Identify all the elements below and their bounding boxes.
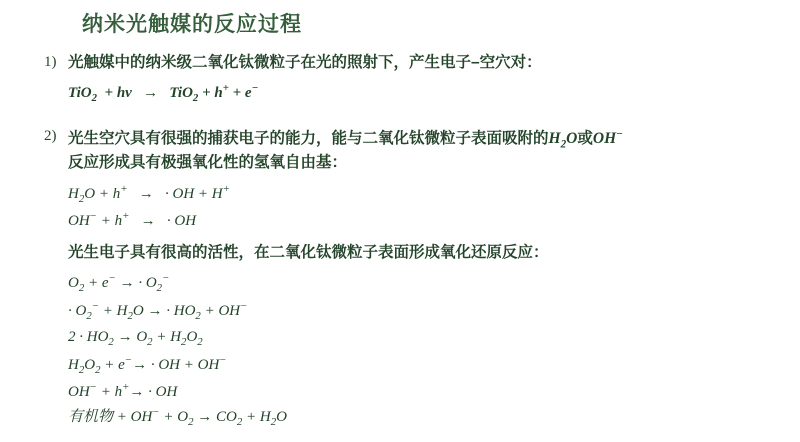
equation: $H_2O_2 + e^-\to$ · OH + OH− xyxy=(68,353,227,376)
slide-body xyxy=(44,52,774,442)
equation: OH− + h+ → · OH xyxy=(68,210,197,230)
equation: OH− + h+→ · OH xyxy=(68,381,178,401)
equation: $H_2O + h^+$ → · OH + H+ xyxy=(68,182,230,205)
page-title: 纳米光触媒的反应过程 xyxy=(82,13,302,36)
list-marker: 1) xyxy=(44,54,57,70)
equation-block xyxy=(68,270,774,432)
equation: $O_2 + e^-$ → · $O_2^-$ xyxy=(68,272,170,295)
equation: $2 \cdot HO_2 \to O_2 + H_2O_2$ xyxy=(68,329,203,349)
equation-block xyxy=(68,80,774,107)
item-heading-text: 光生空穴具有很强的捕获电子的能力，能与二氧化钛微粒子表面吸附的$H_2O$或OH− 反应形成具有极强氧化性的氢氧自由基： xyxy=(68,127,623,172)
equation: · $O_2^- + H_2O$ → · $HO_2 + OH^-$ xyxy=(68,299,248,322)
list-marker: 2) xyxy=(44,127,57,144)
list-item xyxy=(44,52,774,108)
equation-block xyxy=(68,181,774,234)
equation: TiO$_2$ + hv → TiO$_2$ + h+ + e− xyxy=(68,82,259,105)
list-item xyxy=(44,126,774,432)
item-heading-row xyxy=(44,126,774,175)
equation: 有机物 + $OH^- + O_2 \to CO_2 + H_2O$ xyxy=(68,406,287,429)
item-subheading: 光生电子具有很高的活性，在二氧化钛微粒子表面形成氧化还原反应： xyxy=(68,243,549,261)
item-heading-text: 光触媒中的纳米级二氧化钛微粒子在光的照射下，产生电子–空穴对： xyxy=(68,54,542,71)
item-heading-row xyxy=(44,52,774,74)
